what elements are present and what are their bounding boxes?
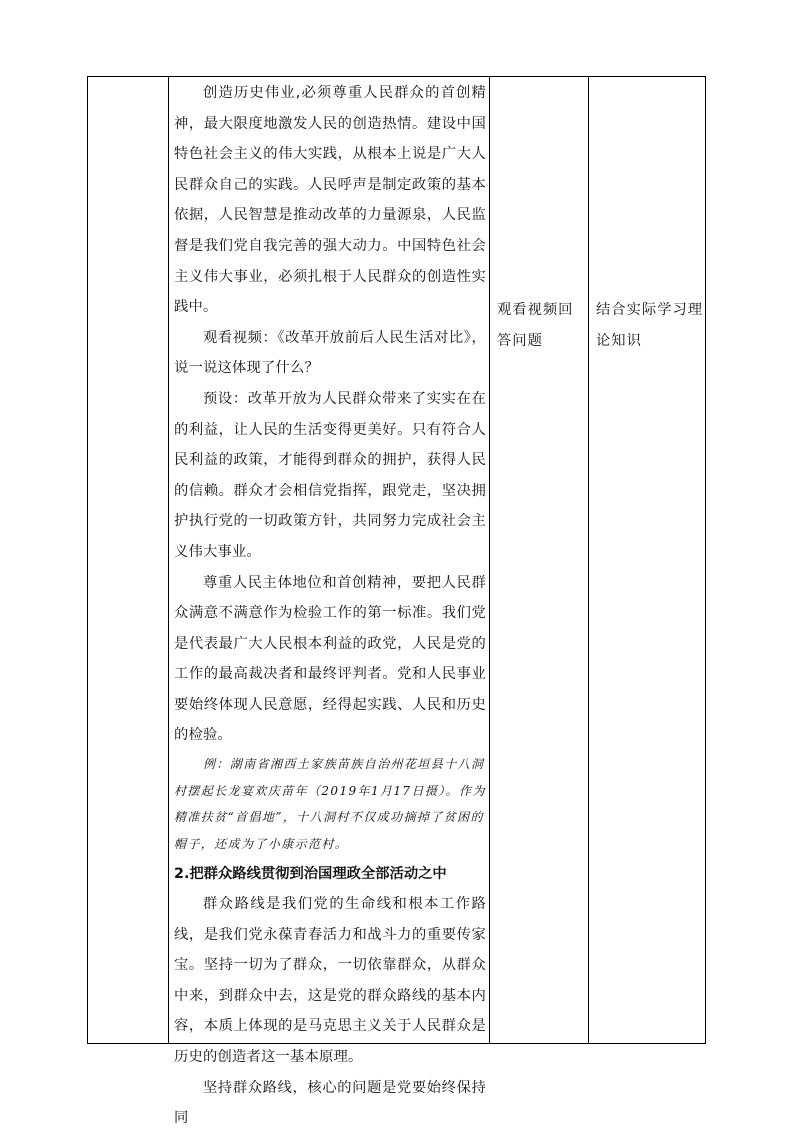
student-activity-cell: 观看视频回答问题	[497, 302, 574, 349]
paragraph-mass-line-core: 坚持群众路线，核心的问题是党要始终保持同	[174, 1079, 486, 1127]
paragraph-respect-people: 尊重人民主体地位和首创精神，要把人民群众满意不满意作为检验工作的第一标准。我们党是代表最广大人民根本利益的政党，人民是党的工作的最高裁决者和最终评判者。党和人民事业要始终体现人民意愿，经得起实践、人民和历史的检验。	[174, 574, 486, 744]
paragraph-video-task: 观看视频：《改革开放前后人民生活对比》，说一说这体现了什么？	[174, 329, 486, 377]
lesson-plan-table	[87, 76, 706, 1127]
paragraph-preset-answer: 预设：改革开放为人民群众带来了实实在在的利益，让人民的生活变得更美好。只有符合人民利益的政策，才能得到群众的拥护，获得人民的信赖。群众才会相信党指挥，跟党走，坚决拥护执行党的一切政策方针，共同努力完成社会主义伟大事业。	[174, 390, 486, 560]
design-intent-cell: 结合实际学习理论知识	[596, 302, 704, 349]
example-note: 例：湖南省湘西土家族苗族自治州花垣县十八洞村摆起长龙宴欢庆苗年（2019年1月17日摄）。作为精准扶贫“首倡地”，十八洞村不仅成功摘掉了贫困的帽子，还成为了小康示范村。	[174, 757, 486, 851]
paragraph-mass-line: 群众路线是我们党的生命线和根本工作路线，是我们党永葆青春活力和战斗力的重要传家宝。坚持一切为了群众，一切依靠群众，从群众中来，到群众中去，这是党的群众路线的基本内容，本质上体现的是马克思主义关于人民群众是历史的创造者这一基本原理。	[174, 896, 486, 1066]
teaching-content-cell	[169, 77, 490, 1134]
paragraph-creativity: 创造历史伟业,必须尊重人民群众的首创精神，最大限度地激发人民的创造热情。建设中国特色社会主义的伟大实践，从根本上说是广大人民群众自己的实践。人民呼声是制定政策的基本依据，人民智慧是推动改革的力量源泉，人民监督是我们党自我完善的强大动力。中国特色社会主义伟大事业，必须扎根于人民群众的创造性实践中。	[174, 85, 486, 316]
column-divider-3	[588, 77, 589, 1043]
section-heading: 2.把群众路线贯彻到治国理政全部活动之中	[174, 866, 447, 883]
